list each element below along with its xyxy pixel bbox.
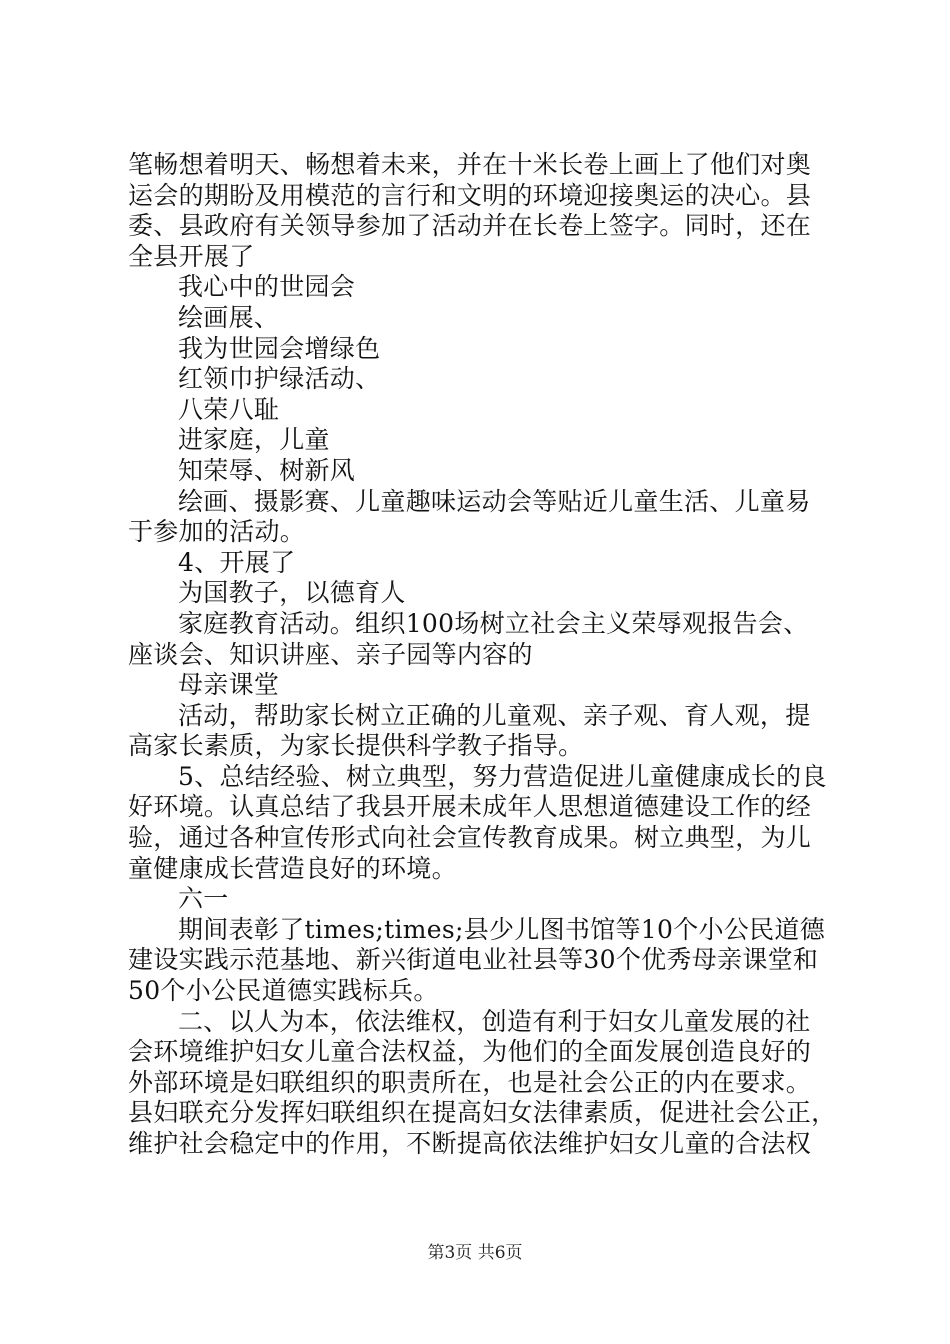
text-line: 我心中的世园会	[178, 272, 356, 302]
text-line: 童健康成长营造良好的环境。	[128, 853, 457, 883]
text-line: 委、县政府有关领导参加了活动并在长卷上签字。同时，还在	[128, 211, 812, 241]
text-line: 活动，帮助家长树立正确的儿童观、亲子观、育人观，提	[178, 700, 811, 730]
text-line: 维护社会稳定中的作用，不断提高依法维护妇女儿童的合法权	[128, 1129, 812, 1158]
page-footer: 第3页 共6页	[427, 1243, 523, 1263]
text-line: 母亲课堂	[178, 670, 280, 700]
text-line: 期间表彰了times;times;县少儿图书馆等10个小公民道德	[178, 914, 826, 944]
text-line: 高家长素质，为家长提供科学教子指导。	[128, 731, 584, 761]
text-line: 外部环境是妇联组织的职责所在，也是社会公正的内在要求。	[128, 1067, 812, 1097]
text-line: 4、开展了	[178, 547, 296, 577]
text-line: 进家庭，儿童	[178, 425, 330, 455]
text-line: 运会的期盼及用模范的言行和文明的环境迎接奥运的决心。县	[128, 180, 812, 210]
text-line: 二、以人为本，依法维权，创造有利于妇女儿童发展的社	[178, 1006, 811, 1036]
text-line: 会环境维护妇女儿童合法权益，为他们的全面发展创造良好的	[128, 1037, 812, 1067]
text-line: 建设实践示范基地、新兴街道电业社县等30个优秀母亲课堂和	[128, 945, 819, 975]
text-line: 八荣八耻	[178, 394, 280, 424]
text-line: 全县开展了	[128, 241, 255, 271]
text-line: 好环境。认真总结了我县开展未成年人思想道德建设工作的经	[128, 792, 812, 822]
text-line: 绘画、摄影赛、儿童趣味运动会等贴近儿童生活、儿童易	[178, 486, 811, 516]
text-line: 县妇联充分发挥妇联组织在提高妇女法律素质，促进社会公正，	[128, 1098, 837, 1128]
text-line: 家庭教育活动。组织100场树立社会主义荣辱观报告会、	[178, 608, 809, 638]
text-line: 红领巾护绿活动、	[178, 364, 381, 394]
text-line: 于参加的活动。	[128, 517, 306, 547]
text-line: 5、总结经验、树立典型，努力营造促进儿童健康成长的良	[178, 761, 827, 791]
text-line: 验，通过各种宣传形式向社会宣传教育成果。树立典型，为儿	[128, 823, 812, 853]
text-line: 笔畅想着明天、畅想着未来，并在十米长卷上画上了他们对奥	[128, 150, 812, 179]
text-line: 六一	[178, 884, 229, 914]
text-line: 座谈会、知识讲座、亲子园等内容的	[128, 639, 533, 669]
body-text	[128, 150, 837, 1160]
text-line: 我为世园会增绿色	[178, 333, 381, 363]
text-line: 50个小公民道德实践标兵。	[128, 976, 439, 1006]
text-line: 为国教子，以德育人	[178, 578, 406, 608]
text-line: 知荣辱、树新风	[178, 455, 356, 485]
text-line: 绘画展、	[178, 302, 280, 332]
